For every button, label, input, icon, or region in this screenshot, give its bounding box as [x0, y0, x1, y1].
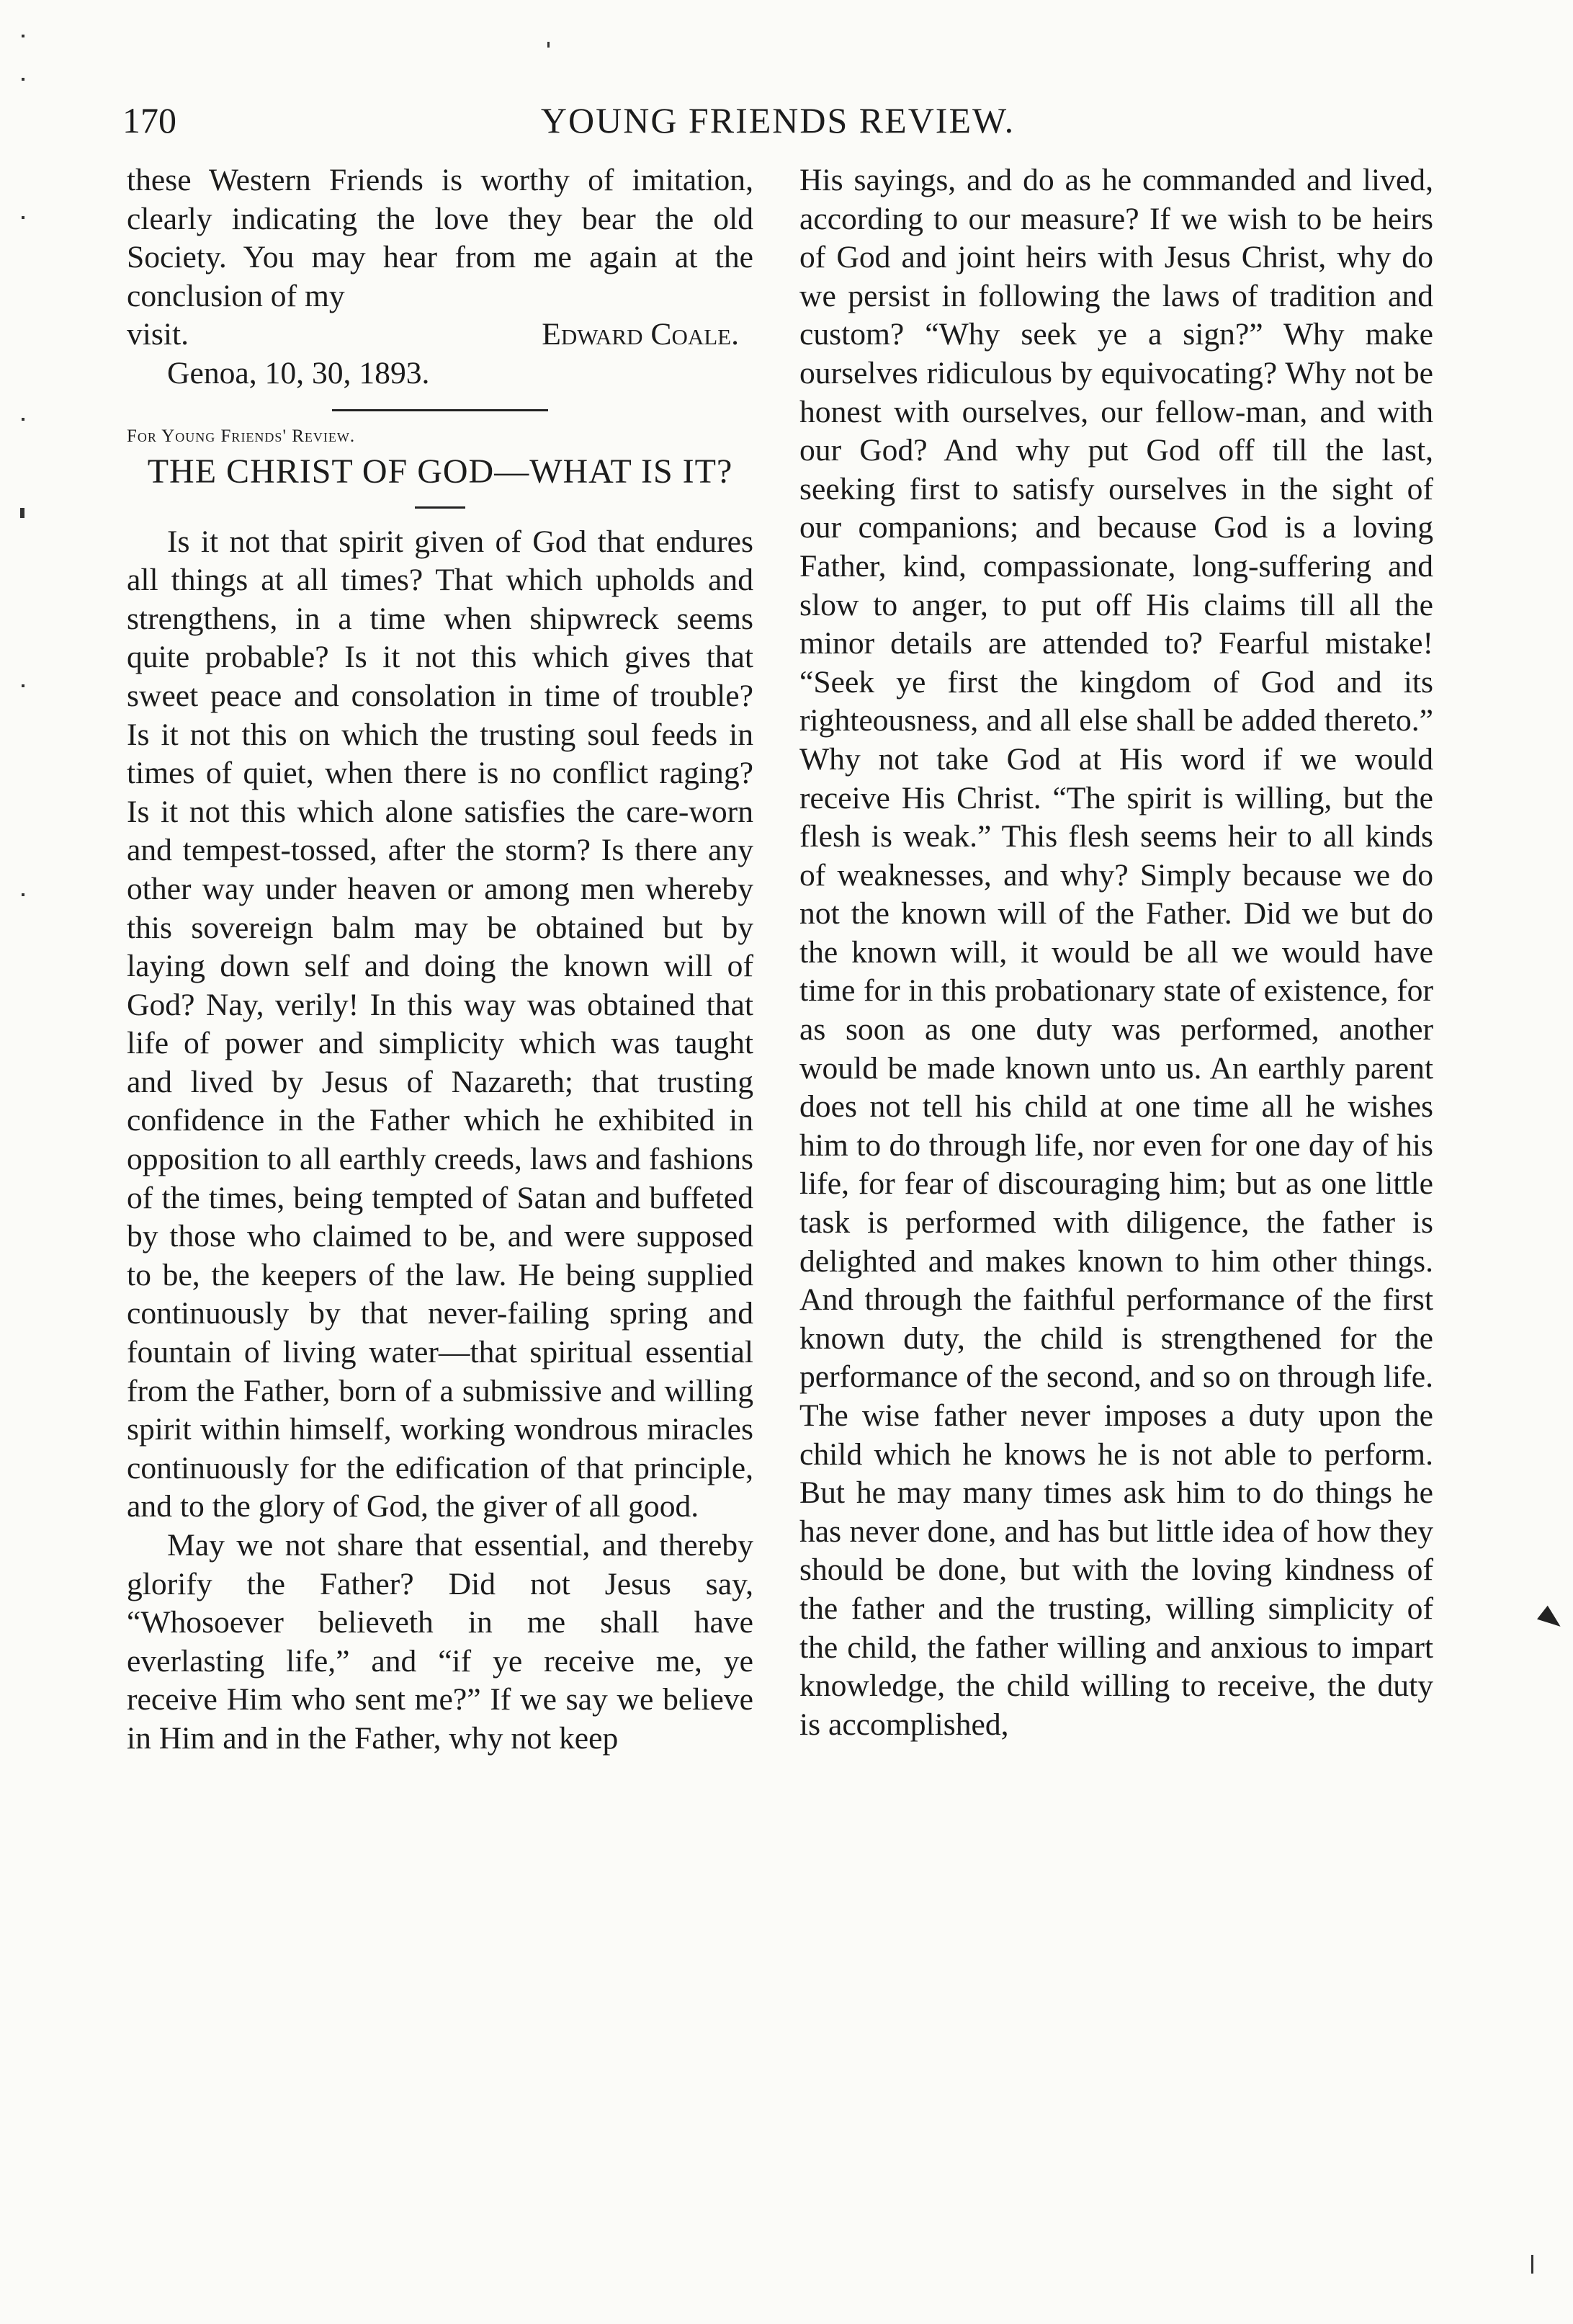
article-paragraph-continued: His sayings, and do as he commanded and lived, according to our measure? If we wish to be heirs of God and joint heirs with Jesus Christ, why do we persist in following the laws of tradition and custom? “Why seek ye a sign?” Why make ourselves ridiculous by equivocating? Why not be honest with ourselves, our fellow-man, and with our God? And why put God off till the last, seeking first to satisfy ourselves in the sight of our companions; and because God is a loving Father, kind, compassionate, long-suffering and slow to anger, to put off His claims till all the minor details are attended to? Fearful mistake! “Seek ye first the kingdom of God and its righteousness, and all else shall be added thereto.” Why not take God at His word if we would receive His Christ. “The spirit is willing, but the flesh is weak.” This flesh seems heir to all kinds of weaknesses, and why? Simply because we do not the known will of the Father. Did we but do the known will, it would be all we would have time for in this probationary state of existence, for as soon as one duty was performed, another would be made known unto us. An earthly parent does not tell his child at one time all he wishes him to do through life, nor even for one day of his life, for fear of discouraging him; but as one little task is performed with diligence, the father is delighted and makes known to him other things. And through the faithful performance of the first known duty, the child is strengthened for the performance of the second, and so on through life. The wise father never imposes a duty upon the child which he knows he is not able to perform. But he may many times ask him to do things he has never done, and has but little idea of how they should be done, but with the loving kindness of the father and the trusting, willing simplicity of the child, the father willing and anxious to impart knowledge, the child willing to receive, the duty is accomplished, — [799, 163, 1433, 1742]
scan-speck — [1531, 2255, 1533, 2274]
letter-continuation: these Western Friends is worthy of imitation, clearly indicating the love they bear the old Society. You may hear from me again at the conclusion of my — [127, 163, 753, 313]
margin-arrow-icon — [1537, 1606, 1566, 1634]
scan-speck — [22, 684, 24, 687]
article-title: THE CHRIST OF GOD—WHAT IS IT? — [147, 452, 733, 491]
right-column — [799, 161, 1433, 1744]
scan-speck — [22, 893, 24, 896]
scan-speck — [22, 35, 24, 37]
title-dash — [415, 506, 465, 509]
scan-speck — [22, 78, 24, 81]
article-paragraph-2: May we not share that essential, and thereby glorify the Father? Did not Jesus say, “Whosoever believeth in me shall have everlasting life,” and “if ye receive me, ye receive Him who sent me?” If we say we believe in Him and in the Father, why not keep — [127, 1528, 753, 1756]
scan-speck — [22, 418, 24, 421]
running-title: YOUNG FRIENDS REVIEW. — [540, 100, 1016, 140]
signature-line — [127, 316, 753, 354]
article-paragraph-1: Is it not that spirit given of God that endures all things at all times? That which upholds and strengthens, in a time when shipwreck seems quite probable? Is it not this which gives that sweet peace and consolation in time of trouble? Is it not this on which the trusting soul feeds in times of quiet, when there is no conflict raging? Is it not this which alone satisfies the care-worn and tempest-tossed, after the storm? Is there any other way under heaven or among men whereby this sovereign balm may be obtained but by laying down self and doing the known will of God? Nay, verily! In this way was obtained that life of power and simplicity which was taught and lived by Jesus of Nazareth; that trusting confidence in the Father which he exhibited in opposition to all earthly creeds, laws and fashions of the times, being tempted of Satan and buffeted by those who claimed to be, and were supposed to be, the keepers of the law. He being supplied continuously by that never-failing spring and fountain of living water—that spiritual essential from the Father, born of a submissive and willing spirit within himself, working wondrous miracles continuously for the edification of that principle, and to the glory of God, the giver of all good. — [127, 524, 753, 1524]
dateline: Genoa, 10, 30, 1893. — [167, 355, 430, 390]
visit-word: visit. — [127, 317, 189, 352]
scan-speck — [547, 42, 550, 48]
page-header — [122, 99, 1433, 150]
scan-speck — [22, 216, 24, 219]
section-divider — [332, 409, 548, 411]
signature: Edward Coale. — [542, 317, 739, 352]
page-number: 170 — [122, 100, 176, 140]
source-credit: For Young Friends' Review. — [127, 426, 356, 446]
left-column — [127, 161, 753, 1758]
scan-speck — [20, 508, 24, 518]
